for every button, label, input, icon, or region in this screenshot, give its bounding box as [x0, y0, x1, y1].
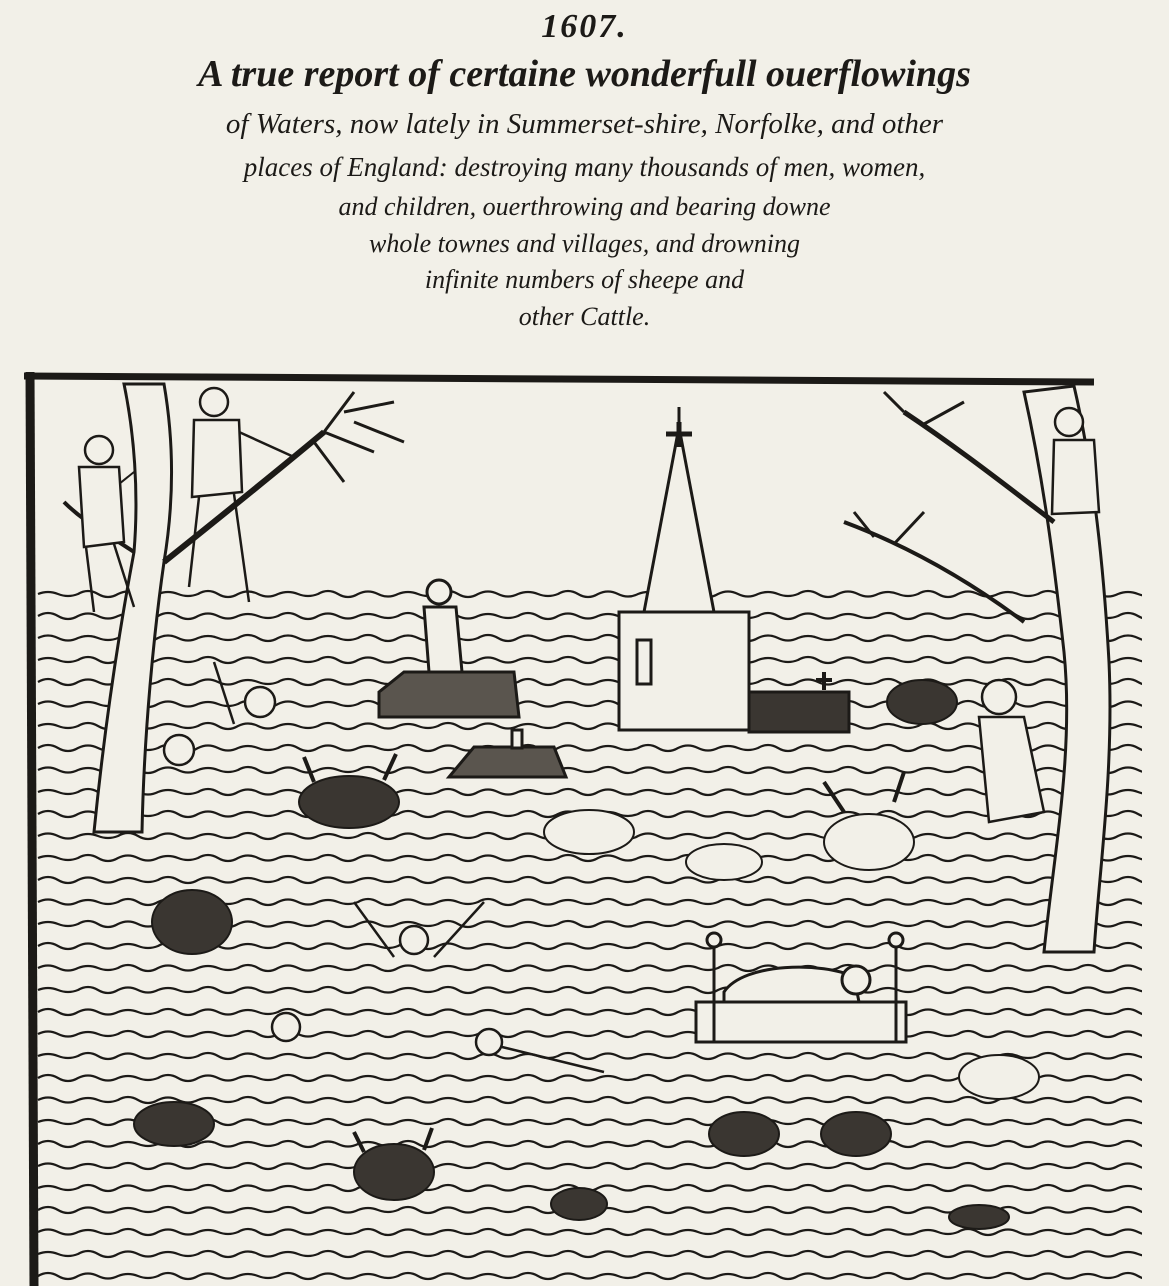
title-line-3: places of England: destroying many thousands of men, women,: [243, 152, 926, 182]
water-line: [38, 1163, 1142, 1169]
drowning-people: [164, 662, 604, 1072]
title-line-5: whole townes and villages, and drowning: [369, 229, 800, 258]
water-line: [38, 1141, 1142, 1147]
water-line: [38, 591, 1142, 597]
year-heading: 1607.: [541, 8, 628, 45]
person-in-right-tree: [1052, 408, 1099, 514]
title-line-2: of Waters, now lately in Summerset-shire, Norfolke, and other: [225, 108, 944, 140]
water-line: [38, 767, 1142, 773]
water-line: [38, 1009, 1142, 1015]
water-line: [38, 855, 1142, 861]
title-line-6: infinite numbers of sheepe and: [424, 265, 745, 294]
person-in-left-tree: [79, 436, 134, 612]
man-in-left-tree: [189, 388, 294, 602]
church: [619, 407, 849, 732]
water-line: [38, 745, 1142, 751]
water-line: [38, 723, 1142, 729]
water-line: [38, 987, 1142, 993]
water-line: [38, 635, 1142, 641]
water-line: [38, 877, 1142, 883]
title-line-7: other Cattle.: [518, 302, 651, 331]
house-with-man-on-roof: [379, 580, 519, 717]
title-line-1: A true report of certaine wonderfull ouerflowings: [198, 53, 971, 95]
flood-woodcut-illustration: [24, 372, 1142, 1286]
water-line: [38, 701, 1142, 707]
water-line: [38, 679, 1142, 685]
cradle-with-child: [696, 933, 906, 1042]
water-line: [38, 613, 1142, 619]
water-line: [38, 657, 1142, 663]
submerged-house: [449, 730, 566, 777]
water-line: [38, 1097, 1142, 1103]
water-line: [38, 1031, 1142, 1037]
water-line: [38, 1251, 1142, 1257]
water-line: [38, 1273, 1142, 1279]
title-line-4: and children, ouerthrowing and bearing downe: [338, 192, 831, 221]
water-line: [38, 965, 1142, 971]
water-line: [38, 789, 1142, 795]
